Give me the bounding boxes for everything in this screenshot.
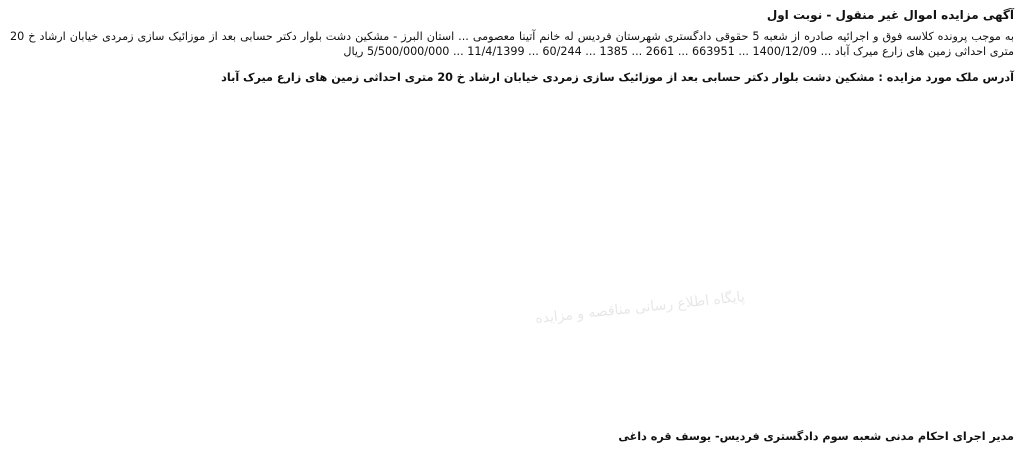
site-watermark: پایگاه اطلاع رسانی مناقصه و مزایده [534,289,746,327]
notice-title: آگهی مزایده اموال غیر منقول - نوبت اول [766,8,1014,22]
notice-body: به موجب پرونده کلاسه فوق و اجرائیه صادره از شعبه 5 حقوقی دادگستری شهرستان فردیس له خانم آتینا معصومی ... استان البرز - مشکین دشت بلوار دکتر حسابی بعد از موزائیک سازی زمردی خیابان ارشاد خ 20 متری احداثی زمین های زارع میرک آباد ... 1400/12/09 ... 663951 ... 2661 ... 1385 ... 60/244 ... 11/4/1399 ... 5/500/000/000 ریال [10,30,1014,58]
signature-line: مدیر اجرای احکام مدنی شعبه سوم دادگستری فردیس- یوسف قره داغی [618,430,1014,443]
property-address: آدرس ملک مورد مزایده : مشکین دشت بلوار دکتر حسابی بعد از موزائیک سازی زمردی خیابان ارشاد خ 20 متری احداثی زمین های زارع میرک آباد [221,70,1014,84]
